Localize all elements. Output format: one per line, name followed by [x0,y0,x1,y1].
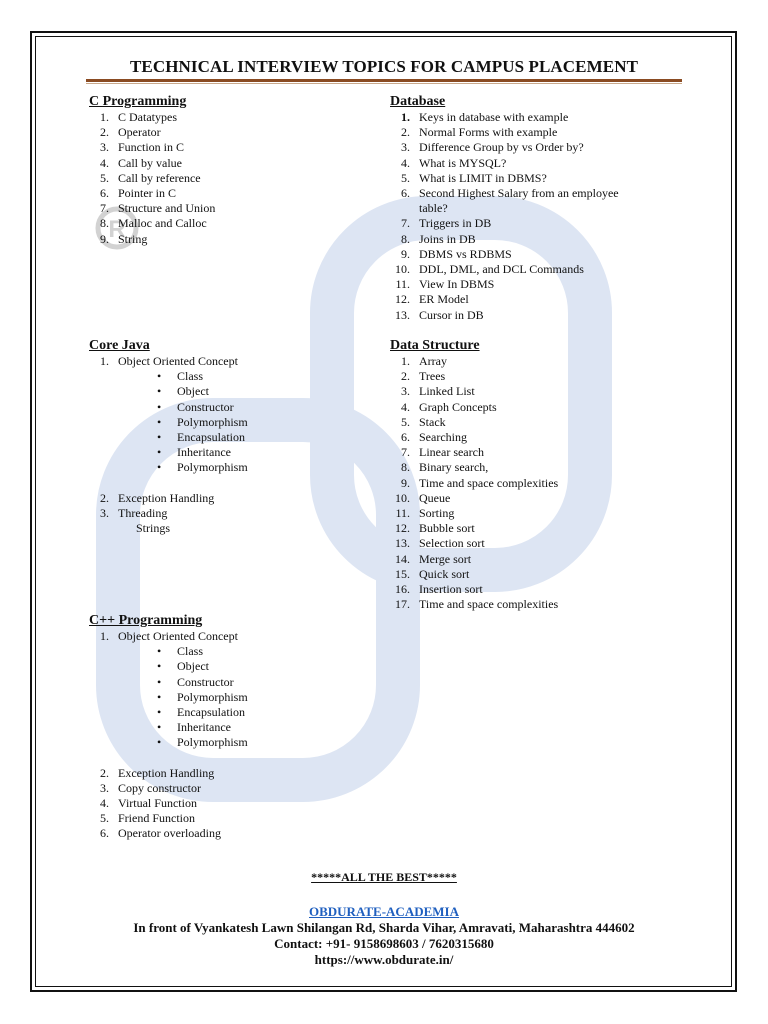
item-text: Time and space complexities [419,475,559,490]
bullet-icon: • [157,689,162,704]
list-item [390,369,558,384]
item-number: 12. [395,292,410,307]
bullet-icon: • [157,445,162,460]
c-programming-section [89,94,215,247]
data-structure-heading: Data Structure [390,338,480,353]
list-item [89,811,248,826]
item-number: 9. [100,231,109,246]
item-text: Normal Forms with example [419,125,558,140]
item-number: 1. [401,354,410,368]
list-item [390,460,558,475]
c-programming-list [89,110,215,247]
item-number: 6. [100,826,109,841]
item-text: DDL, DML, and DCL Commands [419,262,584,277]
item-text: Exception Handling [118,765,215,780]
list-item [390,247,619,262]
bullet-icon: • [157,399,162,414]
bullet-item [89,675,248,690]
item-text: Merge sort [419,551,472,566]
bullet-text: Polymorphism [177,735,248,750]
item-number: 7. [100,201,109,216]
list-item [390,156,619,171]
item-text: Linked List [419,384,475,399]
item-text: ER Model [419,292,469,307]
item-number: 5. [401,170,410,185]
item-text: What is MYSQL? [419,155,507,170]
item-text: Malloc and Calloc [118,216,207,231]
list-item [390,186,619,201]
core-java-list [89,491,248,521]
item-text: Searching [419,430,467,445]
list-item [89,491,248,506]
list-item [390,216,619,231]
data-structure-section [390,338,558,612]
item-number: 10. [395,490,410,505]
item-number: 13. [395,307,410,322]
bullet-icon: • [157,720,162,735]
item-number [390,201,410,216]
item-text: Sorting [419,506,455,521]
item-text: Function in C [118,140,185,155]
item-text: Cursor in DB [419,307,484,322]
list-item [89,156,215,171]
bullet-icon: • [157,414,162,429]
item-text: Call by value [118,155,182,170]
item-number: 9. [401,246,410,261]
item-number: 7. [401,445,410,460]
item-text: Queue [419,490,451,505]
item-text: Difference Group by vs Order by? [419,140,584,155]
list-item [390,354,558,369]
item-number: 3. [100,505,109,520]
list-item [390,110,619,125]
item-number: 11. [395,277,410,292]
item-number: 8. [100,216,109,231]
bullet-text: Inheritance [177,445,231,460]
item-number: 10. [395,262,410,277]
bullet-item [89,400,248,415]
list-item [390,521,558,536]
item-number: 2. [100,490,109,505]
item-number: 15. [395,566,410,581]
item-number: 5. [401,414,410,429]
item-number: 13. [395,536,410,551]
bullet-text: Encapsulation [177,705,245,720]
list-item [390,506,558,521]
bullet-item [89,644,248,659]
item-number: 14. [395,551,410,566]
bullet-item [89,705,248,720]
item-number: 12. [395,521,410,536]
bullet-icon: • [157,369,162,384]
list-item-extra: Strings [136,521,171,536]
item-number: 4. [401,155,410,170]
list-item [89,766,248,781]
item-text: Threading [118,505,168,520]
list-item [390,125,619,140]
item-text: Virtual Function [118,796,197,811]
list-item [89,826,248,841]
all-the-best-text: *****ALL THE BEST***** [311,870,457,884]
bullet-text: Class [177,369,204,384]
item-text: table? [419,201,448,216]
list-item [89,354,248,369]
item-number: 5. [100,170,109,185]
item-text: Friend Function [118,811,195,826]
database-section [390,94,619,323]
website-url: https://www.obdurate.in/ [314,952,454,967]
list-item [390,171,619,186]
bullet-item [89,384,248,399]
item-text: Joins in DB [419,231,476,246]
list-item [89,629,248,644]
item-text: View In DBMS [419,277,495,292]
core-java-section [89,338,248,536]
list-item [89,796,248,811]
item-number: 4. [100,796,109,811]
list-item [390,552,558,567]
list-item [390,536,558,551]
item-number: 3. [100,780,109,795]
item-text: Call by reference [118,170,201,185]
item-text: Object Oriented Concept [118,629,238,643]
item-text: Exception Handling [118,490,215,505]
list-item [390,430,558,445]
item-text: Time and space complexities [419,597,559,612]
item-text: Bubble sort [419,521,475,536]
contact-text: Contact: +91- 9158698603 / 7620315680 [274,936,494,951]
bullet-text: Polymorphism [177,460,248,475]
item-number: 6. [401,186,410,201]
title-rule [86,79,682,82]
item-number: 8. [401,231,410,246]
list-item [89,216,215,231]
list-item [89,171,215,186]
bullet-item [89,415,248,430]
bullet-item [89,445,248,460]
cpp-programming-list [89,766,248,842]
list-item [390,567,558,582]
item-text: Binary search, [419,460,489,475]
bullet-item [89,735,248,750]
cpp-programming-section [89,613,248,842]
item-text: Pointer in C [118,186,177,201]
item-text: Object Oriented Concept [118,354,238,368]
list-item [89,140,215,155]
item-number: 1. [100,629,109,643]
item-number: 4. [100,155,109,170]
item-text: Second Highest Salary from an employee [419,186,619,201]
bullet-icon: • [157,384,162,399]
item-number: 4. [401,399,410,414]
list-item [390,308,619,323]
address-text: In front of Vyankatesh Lawn Shilangan Rd, Sharda Vihar, Amravati, Maharashtra 444602 [133,920,635,935]
bullet-icon: • [157,644,162,659]
item-number: 2. [100,765,109,780]
list-item [390,384,558,399]
item-text: String [118,231,148,246]
list-item [89,125,215,140]
item-text: Array [419,354,447,368]
cpp-programming-bullets [89,644,248,750]
list-item [89,781,248,796]
list-item [89,186,215,201]
item-number: 3. [100,140,109,155]
list-item [390,232,619,247]
c-programming-heading: C Programming [89,94,187,109]
bullet-item [89,690,248,705]
item-text: Stack [419,414,446,429]
item-text: Keys in database with example [419,110,569,124]
bullet-icon: • [157,705,162,720]
list-item [89,506,248,521]
bullet-text: Polymorphism [177,414,248,429]
item-number: 6. [100,186,109,201]
item-text: Operator overloading [118,826,221,841]
bullet-text: Constructor [177,674,234,689]
list-item [390,201,619,216]
item-text: Triggers in DB [419,216,492,231]
bullet-icon: • [157,735,162,750]
item-number: 3. [401,140,410,155]
database-list [390,110,619,323]
list-item [390,597,558,612]
bullet-text: Object [177,659,209,674]
item-number: 1. [100,110,109,124]
item-number: 1. [100,354,109,368]
bullet-item [89,659,248,674]
core-java-heading: Core Java [89,338,150,353]
bullet-item [89,460,248,475]
item-text: Operator [118,125,161,140]
list-item [390,140,619,155]
list-item [390,491,558,506]
academy-link[interactable]: OBDURATE-ACADEMIA [309,904,459,919]
document-title: TECHNICAL INTERVIEW TOPICS FOR CAMPUS PLACEMENT [129,57,639,76]
bullet-icon: • [157,659,162,674]
title-rule-thin [86,83,682,84]
list-item [390,582,558,597]
item-text: Graph Concepts [419,399,497,414]
item-number: 6. [401,430,410,445]
item-number: 7. [401,216,410,231]
bullet-text: Constructor [177,399,234,414]
item-number: 3. [401,384,410,399]
core-java-bullets [89,369,248,475]
database-heading: Database [390,94,446,109]
svg-text:R: R [108,216,126,243]
item-text: Trees [419,369,446,384]
list-item [89,201,215,216]
list-item [390,277,619,292]
item-text: Insertion sort [419,582,483,597]
list-item [390,445,558,460]
list-item [89,232,215,247]
item-number: 9. [401,475,410,490]
bullet-text: Class [177,644,204,659]
bullet-text: Encapsulation [177,430,245,445]
item-text: C Datatypes [118,110,177,124]
data-structure-list [390,354,558,612]
item-text: DBMS vs RDBMS [419,246,512,261]
item-number: 8. [401,460,410,475]
bullet-icon: • [157,430,162,445]
item-number: 17. [395,597,410,612]
bullet-text: Inheritance [177,720,231,735]
item-text: Structure and Union [118,201,216,216]
item-number: 2. [401,125,410,140]
item-text: Linear search [419,445,484,460]
item-number: 5. [100,811,109,826]
bullet-icon: • [157,460,162,475]
list-item [390,476,558,491]
bullet-text: Polymorphism [177,689,248,704]
item-number: 2. [100,125,109,140]
list-item [390,292,619,307]
bullet-item [89,720,248,735]
item-text: Quick sort [419,566,470,581]
bullet-text: Object [177,384,209,399]
item-number: 2. [401,369,410,384]
list-item [89,110,215,125]
list-item [390,262,619,277]
bullet-item [89,430,248,445]
bullet-item [89,369,248,384]
item-number: 16. [395,582,410,597]
item-number: 11. [395,506,410,521]
item-text: What is LIMIT in DBMS? [419,170,547,185]
list-item [390,400,558,415]
item-text: Selection sort [419,536,485,551]
bullet-icon: • [157,674,162,689]
list-item [390,415,558,430]
cpp-programming-heading: C++ Programming [89,613,203,628]
item-text: Copy constructor [118,780,201,795]
item-number: 1. [401,110,410,124]
